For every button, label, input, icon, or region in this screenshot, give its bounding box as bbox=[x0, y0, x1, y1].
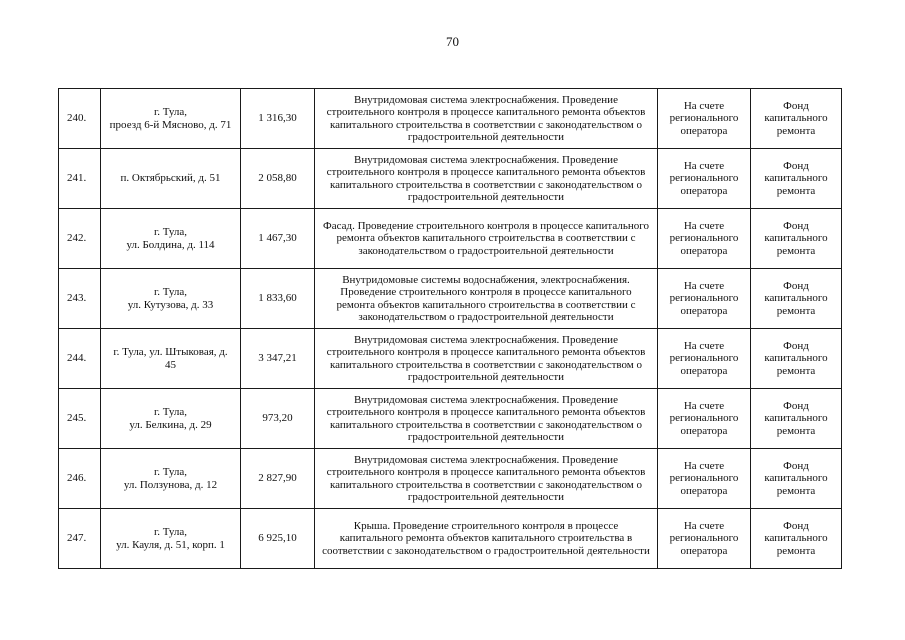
address-cell bbox=[101, 209, 241, 269]
work-description-cell: Фасад. Проведение строительного контроля в процессе капитального ремонта объектов капитального строительства в соответствии с законодательством о градостроительной деятельности bbox=[315, 209, 658, 269]
table-row bbox=[59, 209, 842, 269]
fund-cell: Фонд капитального ремонта bbox=[751, 209, 842, 269]
repair-table bbox=[58, 88, 842, 569]
fund-cell: Фонд капитального ремонта bbox=[751, 269, 842, 329]
address-cell bbox=[101, 89, 241, 149]
address-line: ул. Белкина, д. 29 bbox=[129, 418, 212, 431]
account-cell: На счете регионального оператора bbox=[658, 329, 751, 389]
page-number: 70 bbox=[446, 34, 459, 49]
row-number: 247. bbox=[59, 509, 101, 569]
account-cell: На счете регионального оператора bbox=[658, 449, 751, 509]
cost-cell: 2 058,80 bbox=[241, 149, 315, 209]
fund-cell: Фонд капитального ремонта bbox=[751, 509, 842, 569]
address-line: г. Тула, bbox=[153, 526, 188, 538]
account-cell: На счете регионального оператора bbox=[658, 389, 751, 449]
account-cell: На счете регионального оператора bbox=[658, 209, 751, 269]
row-number: 244. bbox=[59, 329, 101, 389]
table-row bbox=[59, 509, 842, 569]
table-row bbox=[59, 449, 842, 509]
work-description-cell: Внутридомовая система электроснабжения. Проведение строительного контроля в процессе капитального ремонта объектов капитального строительства в соответствии с законодательством о градостроительной деятельности bbox=[315, 89, 658, 149]
cost-cell: 6 925,10 bbox=[241, 509, 315, 569]
address-cell bbox=[101, 449, 241, 509]
address-line: ул. Болдина, д. 114 bbox=[126, 238, 215, 251]
work-description-cell: Внутридомовая система электроснабжения. Проведение строительного контроля в процессе капитального ремонта объектов капитального строительства в соответствии с законодательством о градостроительной деятельности bbox=[315, 449, 658, 509]
fund-cell: Фонд капитального ремонта bbox=[751, 449, 842, 509]
work-description-cell: Внутридомовая система электроснабжения. Проведение строительного контроля в процессе капитального ремонта объектов капитального строительства в соответствии с законодательством о градостроительной деятельности bbox=[315, 329, 658, 389]
row-number: 240. bbox=[59, 89, 101, 149]
address-line: г. Тула, ул. Штыковая, д. bbox=[113, 346, 228, 358]
address-line: г. Тула, bbox=[153, 226, 188, 238]
address-line: 45 bbox=[165, 358, 176, 371]
address-line: п. Октябрьский, д. 51 bbox=[120, 172, 221, 185]
fund-cell: Фонд капитального ремонта bbox=[751, 89, 842, 149]
address-cell bbox=[101, 149, 241, 209]
row-number: 245. bbox=[59, 389, 101, 449]
account-cell: На счете регионального оператора bbox=[658, 509, 751, 569]
address-line: г. Тула, bbox=[153, 106, 188, 118]
work-description-cell: Внутридомовая система электроснабжения. Проведение строительного контроля в процессе капитального ремонта объектов капитального строительства в соответствии с законодательством о градостроительной деятельности bbox=[315, 149, 658, 209]
table-row bbox=[59, 389, 842, 449]
address-line: ул. Кутузова, д. 33 bbox=[127, 298, 214, 311]
address-line: г. Тула, bbox=[153, 406, 188, 418]
account-cell: На счете регионального оператора bbox=[658, 269, 751, 329]
address-line: проезд 6-й Мясново, д. 71 bbox=[109, 118, 232, 131]
row-number: 242. bbox=[59, 209, 101, 269]
cost-cell: 1 316,30 bbox=[241, 89, 315, 149]
account-cell: На счете регионального оператора bbox=[658, 149, 751, 209]
table-row bbox=[59, 89, 842, 149]
cost-cell: 1 467,30 bbox=[241, 209, 315, 269]
address-line: ул. Кауля, д. 51, корп. 1 bbox=[116, 538, 225, 551]
work-description-cell: Внутридомовая система электроснабжения. Проведение строительного контроля в процессе капитального ремонта объектов капитального строительства в соответствии с законодательством о градостроительной деятельности bbox=[315, 389, 658, 449]
work-description-cell: Крыша. Проведение строительного контроля в процессе капитального ремонта объектов капитального строительства в соответствии с законодательством о градостроительной деятельности bbox=[315, 509, 658, 569]
address-cell bbox=[101, 269, 241, 329]
address-line: г. Тула, bbox=[153, 466, 188, 478]
cost-cell: 3 347,21 bbox=[241, 329, 315, 389]
address-cell bbox=[101, 509, 241, 569]
fund-cell: Фонд капитального ремонта bbox=[751, 389, 842, 449]
work-description-cell: Внутридомовые системы водоснабжения, электроснабжения. Проведение строительного контроля в процессе капитального ремонта объектов капитального строительства в соответствии с законодательством о градостроительной деятельности bbox=[315, 269, 658, 329]
address-line: ул. Ползунова, д. 12 bbox=[123, 478, 218, 491]
address-line: г. Тула, bbox=[153, 286, 188, 298]
address-cell bbox=[101, 329, 241, 389]
fund-cell: Фонд капитального ремонта bbox=[751, 149, 842, 209]
cost-cell: 1 833,60 bbox=[241, 269, 315, 329]
row-number: 243. bbox=[59, 269, 101, 329]
cost-cell: 973,20 bbox=[241, 389, 315, 449]
account-cell: На счете регионального оператора bbox=[658, 89, 751, 149]
table-row bbox=[59, 149, 842, 209]
table-row bbox=[59, 329, 842, 389]
cost-cell: 2 827,90 bbox=[241, 449, 315, 509]
row-number: 246. bbox=[59, 449, 101, 509]
row-number: 241. bbox=[59, 149, 101, 209]
table-row bbox=[59, 269, 842, 329]
address-cell bbox=[101, 389, 241, 449]
fund-cell: Фонд капитального ремонта bbox=[751, 329, 842, 389]
